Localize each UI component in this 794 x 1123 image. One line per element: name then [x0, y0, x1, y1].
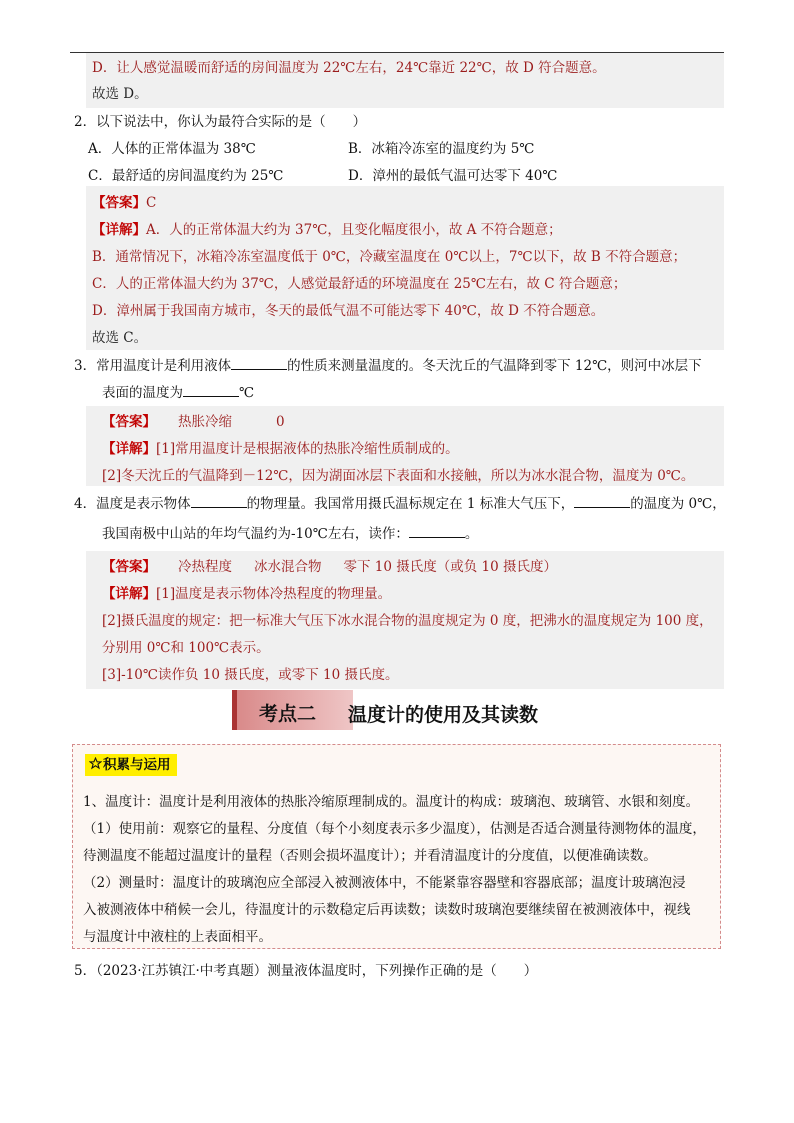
knowledge-line-5: 入被测液体中稍候一会儿，待温度计的示数稳定后再读数；读数时玻璃泡要继续留在被测液体中，视线 [83, 902, 691, 918]
q4-answer-2: 冰水混合物 [254, 559, 322, 575]
q3-detail-label: 【详解】 [102, 441, 156, 457]
q3-answer-block [86, 406, 724, 486]
q4-stem-a: 4．温度是表示物体 [74, 496, 191, 512]
q3-answer-line [102, 410, 285, 430]
q4-stem-c: 的温度为 0℃， [630, 496, 726, 512]
q4-answer-3: 零下 10 摄氏度（或负 10 摄氏度） [343, 559, 558, 575]
q3-stem-b: 的性质来测量温度的。冬天沈丘的气温降到零下 12℃，则河中冰层下 [287, 358, 702, 374]
q4-stem-e: 。 [464, 526, 479, 542]
q4-blank-3[interactable] [409, 523, 465, 538]
q4-blank-1[interactable] [191, 493, 247, 508]
q4-answer-1: 冷热程度 [178, 559, 232, 575]
knowledge-line-1: 1、温度计：温度计是利用液体的热胀冷缩原理制成的。温度计的构成：玻璃泡、玻璃管、水银和刻度。 [83, 794, 700, 810]
q4-stem-b: 的物理量。我国常用摄氏温标规定在 1 标准大气压下， [246, 496, 575, 512]
q2-answer-line [92, 191, 156, 211]
q4-stem-line1 [74, 492, 726, 512]
prev-detail-d: D．让人感觉温暖而舒适的房间温度为 22℃左右，24℃靠近 22℃，故 D 符合题意。 [92, 60, 606, 76]
knowledge-tag-text: 积累与运用 [103, 757, 171, 773]
q4-answer-label: 【答案】 [102, 559, 156, 575]
q4-answer-line [102, 555, 557, 575]
q3-answer-2: 0 [276, 414, 285, 430]
q3-detail-1 [102, 437, 459, 457]
knowledge-tag [85, 754, 177, 776]
q4-detail-2: [2]摄氏温度的规定：把一标准大气压下冰水混合物的温度规定为 0 度，把沸水的温度规定为 100 度， [102, 613, 713, 629]
knowledge-line-4: （2）测量时：温度计的玻璃泡应全部浸入被测液体中，不能紧靠容器壁和容器底部；温度计玻璃泡浸 [83, 875, 686, 891]
q2-detail-d: D．漳州属于我国南方城市，冬天的最低气温不可能达零下 40℃，故 D 不符合题意。 [92, 303, 605, 319]
q3-blank-1[interactable] [231, 355, 287, 370]
section-tag-text: 考点二 [259, 703, 317, 725]
q3-stem-line1 [74, 354, 702, 374]
q4-detail-label: 【详解】 [102, 586, 156, 602]
q3-stem-a: 3．常用温度计是利用液体 [74, 358, 232, 374]
q2-option-d: D．漳州的最低气温可达零下 40℃ [348, 168, 558, 184]
q4-detail-3: 分别用 0℃和 100℃表示。 [102, 640, 270, 656]
q3-answer-label: 【答案】 [102, 414, 156, 430]
q2-answer-label: 【答案】 [92, 195, 146, 211]
q4-detail-1-text: [1]温度是表示物体冷热程度的物理量。 [156, 586, 392, 602]
section-title: 温度计的使用及其读数 [348, 704, 539, 726]
q2-option-c: C．最舒适的房间温度约为 25℃ [88, 168, 284, 184]
q3-stem-d: ℃ [239, 385, 255, 401]
q2-detail-a [92, 218, 562, 238]
q2-option-a: A．人体的正常体温为 38℃ [88, 141, 256, 157]
q2-detail-c: C．人的正常体温大约为 37℃，人感觉最舒适的环境温度在 25℃左右，故 C 符合题意； [92, 276, 627, 292]
q3-detail-2: [2]冬天沈丘的气温降到－12℃，因为湖面冰层下表面和水接触，所以为冰水混合物，温度为 0℃。 [102, 468, 695, 484]
q3-stem-c: 表面的温度为 [102, 385, 183, 401]
q4-stem-d: 我国南极中山站的年均气温约为-10℃左右，读作： [102, 526, 409, 542]
q2-option-b: B．冰箱冷冻室的温度约为 5℃ [348, 141, 535, 157]
knowledge-line-6: 与温度计中液柱的上表面相平。 [83, 929, 272, 945]
q3-stem-line2 [102, 381, 254, 401]
q2-answer-value: C [146, 195, 157, 211]
q3-blank-2[interactable] [183, 382, 239, 397]
q4-stem-line2 [102, 522, 478, 542]
q4-detail-1 [102, 582, 391, 602]
q2-choice: 故选 C。 [92, 330, 148, 346]
knowledge-line-3: 待测温度不能超过温度计的量程（否则会损坏温度计）；并看清温度计的分度值，以便准确读数。 [83, 848, 657, 864]
section-tag [232, 690, 353, 730]
q2-stem: 2．以下说法中，你认为最符合实际的是（ ） [74, 114, 367, 130]
q4-detail-4: [3]-10℃读作负 10 摄氏度，或零下 10 摄氏度。 [102, 667, 399, 683]
prev-answer-block [86, 53, 724, 108]
q3-answer-1: 热胀冷缩 [178, 414, 232, 430]
q2-answer-block [86, 186, 724, 350]
q4-answer-block [86, 551, 724, 689]
q5-stem: 5．（2023·江苏镇江·中考真题）测量液体温度时，下列操作正确的是（ ） [74, 963, 538, 979]
q2-detail-a-text: A．人的正常体温大约为 37℃，且变化幅度很小，故 A 不符合题意； [146, 222, 562, 238]
q2-detail-label: 【详解】 [92, 222, 146, 238]
knowledge-box [72, 744, 721, 949]
q3-detail-1-text: [1]常用温度计是根据液体的热胀冷缩性质制成的。 [156, 441, 459, 457]
q4-blank-2[interactable] [574, 493, 630, 508]
knowledge-line-2: （1）使用前：观察它的量程、分度值（每个小刻度表示多少温度），估测是否适合测量待测物体的温度， [83, 821, 706, 837]
prev-choice: 故选 D。 [92, 86, 148, 102]
star-icon [89, 754, 103, 776]
q2-detail-b: B．通常情况下，冰箱冷冻室温度低于 0℃，冷藏室温度在 0℃以上，7℃以下，故 B 不符合题意； [92, 249, 687, 265]
